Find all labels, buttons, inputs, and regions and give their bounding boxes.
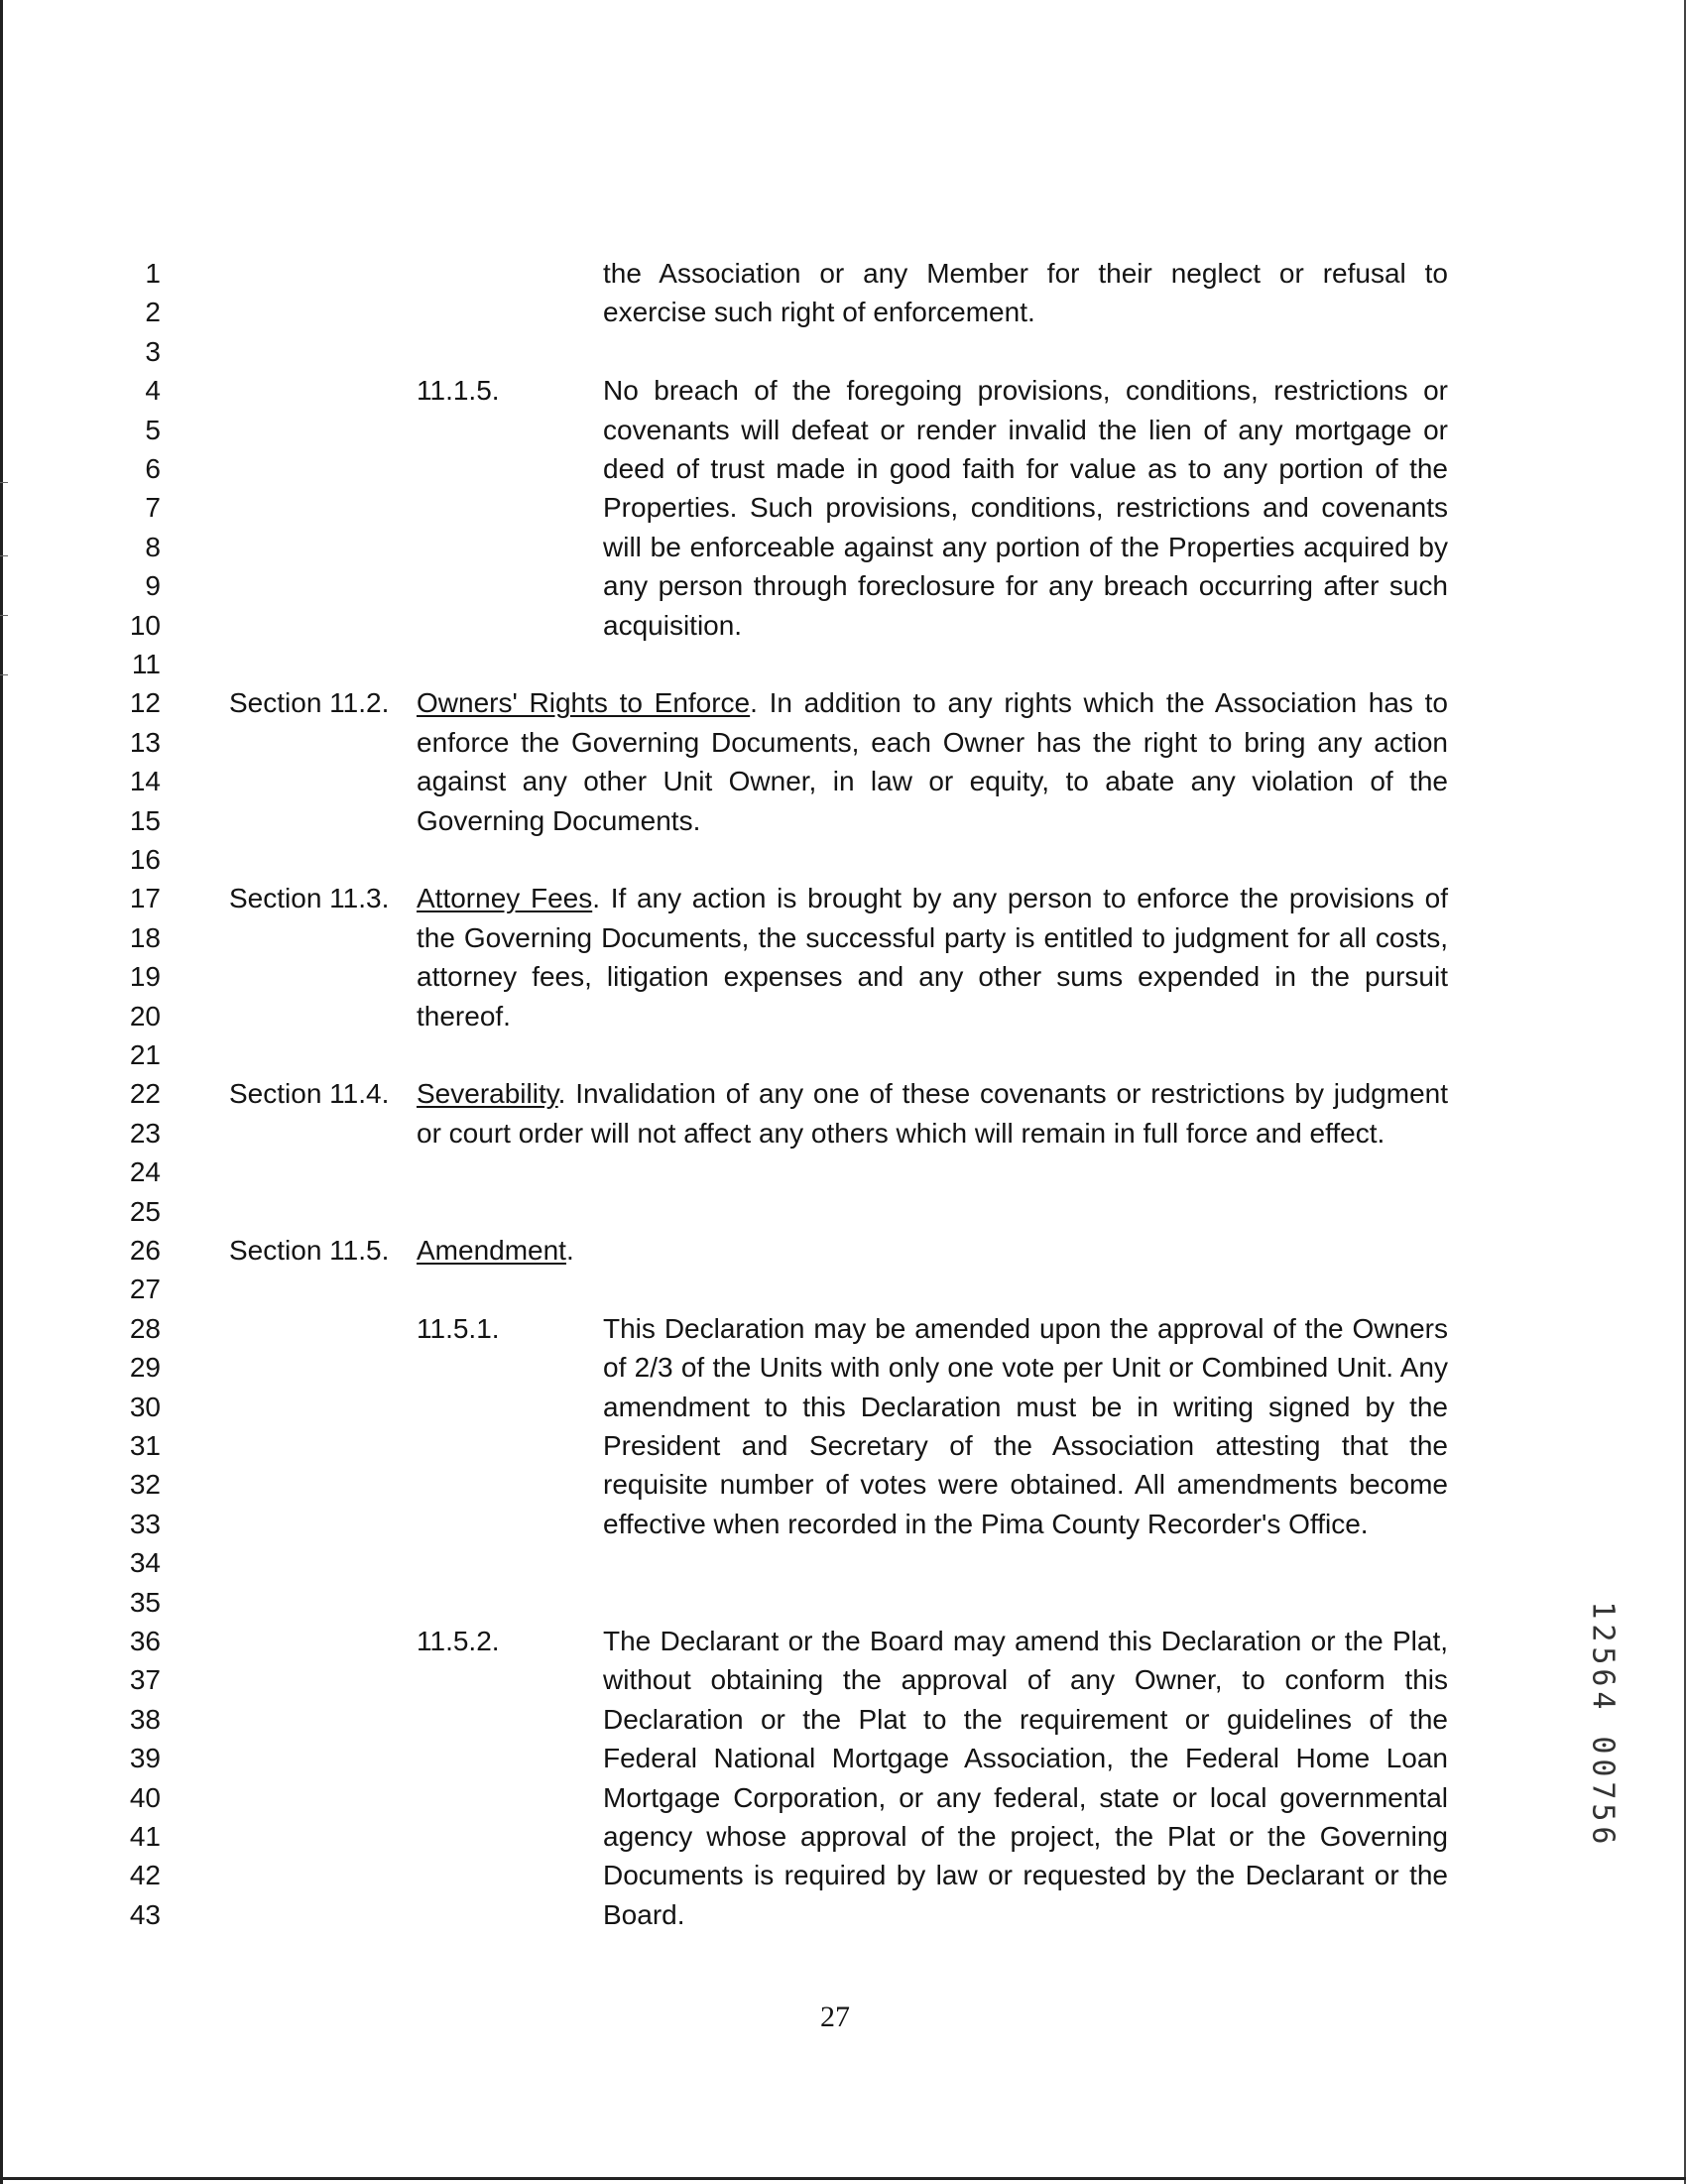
line-number: 26 <box>129 1235 161 1266</box>
line-number: 22 <box>129 1078 161 1110</box>
line-number: 14 <box>129 766 161 797</box>
line-number: 15 <box>129 804 161 836</box>
scan-mark <box>0 674 8 675</box>
line-number: 40 <box>129 1781 161 1813</box>
subsection-number: 11.1.5. <box>417 375 500 407</box>
line-number: 17 <box>129 883 161 914</box>
section-label: Section 11.3. <box>229 883 390 914</box>
stamp-digit: 0 <box>1585 1736 1621 1755</box>
scan-mark <box>0 482 8 483</box>
line-number: 8 <box>145 531 161 562</box>
line-number: 30 <box>129 1391 161 1422</box>
line-number: 33 <box>129 1508 161 1539</box>
section-heading: Owners' Rights to Enforce <box>417 687 751 719</box>
recording-stamp <box>1585 1599 1621 1847</box>
line-number: 24 <box>129 1156 161 1188</box>
line-number: 6 <box>145 453 161 484</box>
section-11-4-text <box>417 1074 1448 1153</box>
stamp-digit: 1 <box>1585 1601 1621 1620</box>
stamp-digit: 0 <box>1585 1759 1621 1777</box>
line-number: 42 <box>129 1860 161 1891</box>
subsection-11-5-1-text: This Declaration may be amended upon the approval of the Owners of 2/3 of the Units with only one vote per Unit or Combined Unit. Any amendment to this Declaration must be in writing signed by the President and Secretary of the Association attesting that the requisite number of votes were obtained. All amendments become effective when recorded in the Pima County Recorder's Office. <box>603 1312 1448 1539</box>
stamp-digit: 5 <box>1585 1645 1621 1665</box>
stamp-digit: 4 <box>1585 1691 1621 1710</box>
section-body: . <box>565 1235 574 1266</box>
line-number: 29 <box>129 1352 161 1384</box>
line-number: 12 <box>129 687 161 719</box>
line-number: 19 <box>129 961 161 993</box>
stamp-digit: 5 <box>1585 1803 1621 1822</box>
line-number: 1 <box>145 258 161 289</box>
section-11-2-text <box>417 683 1448 840</box>
line-number: 28 <box>129 1312 161 1344</box>
line-number: 31 <box>129 1430 161 1461</box>
stamp-page <box>1585 1734 1621 1847</box>
section-heading: Amendment <box>417 1235 566 1266</box>
stamp-digit: 6 <box>1585 1668 1621 1687</box>
line-number: 32 <box>129 1469 161 1501</box>
section-label: Section 11.2. <box>229 687 390 719</box>
line-number: 4 <box>145 375 161 407</box>
scan-mark <box>0 615 8 616</box>
line-number: 25 <box>129 1195 161 1227</box>
line-number: 3 <box>145 335 161 367</box>
line-number: 39 <box>129 1743 161 1774</box>
line-number: 9 <box>145 570 161 602</box>
line-number: 27 <box>129 1274 161 1305</box>
section-heading: Severability <box>417 1078 558 1110</box>
section-body: . In addition to any rights which the Association has to enforce the Governing Documents, each Owner has the right to bring any action against any other Unit Owner, in law or equity, to abate any violation of the Governing Documents. <box>417 687 1448 836</box>
line-number: 21 <box>129 1039 161 1070</box>
line-number: 13 <box>129 726 161 758</box>
line-number: 43 <box>129 1898 161 1930</box>
stamp-digit: 7 <box>1585 1780 1621 1800</box>
subsection-number: 11.5.2. <box>417 1626 500 1656</box>
section-label: Section 11.4. <box>229 1078 390 1110</box>
subsection-number: 11.5.1. <box>417 1312 500 1344</box>
line-number: 37 <box>129 1664 161 1696</box>
line-number: 7 <box>145 492 161 524</box>
section-11-3-text <box>417 879 1448 1035</box>
line-number: 38 <box>129 1703 161 1735</box>
line-number: 23 <box>129 1117 161 1149</box>
line-number: 18 <box>129 921 161 953</box>
stamp-digit: 6 <box>1585 1826 1621 1845</box>
line-number: 41 <box>129 1821 161 1852</box>
scan-mark <box>0 555 8 556</box>
scan-border-bottom <box>0 2177 1686 2180</box>
subsection-11-5-2-text: The Declarant or the Board may amend this Declaration or the Plat, without obtaining the approval of any Owner, to conform this Declaration or the Plat to the requirement or guidelines of the Federal National Mortgage Association, the Federal Home Loan Mortgage Corporation, or any federal, state or local governmental agency whose approval of the project, the Plat or the Governing Documents is required by law or requested by the Declarant or the Board. <box>603 1626 1448 1930</box>
scan-border-left <box>0 0 3 2184</box>
section-label: Section 11.5. <box>229 1235 390 1266</box>
line-number: 10 <box>129 609 161 641</box>
stamp-digit: 2 <box>1585 1624 1621 1642</box>
section-body: . Invalidation of any one of these covenants or restrictions by judgment or court order will not affect any others which will remain in full force and effect. <box>417 1078 1448 1149</box>
line-number: 36 <box>129 1626 161 1656</box>
line-number: 35 <box>129 1586 161 1618</box>
line-number: 2 <box>145 297 161 328</box>
subsection-11-1-5-text: No breach of the foregoing provisions, conditions, restrictions or covenants will defeat or render invalid the lien of any mortgage or deed of trust made in good faith for value as to any portion of the Properties. Such provisions, conditions, restrictions and covenants will be enforceable against any portion of the Properties acquired by any person through foreclosure for any breach occurring after such acquisition. <box>603 375 1448 641</box>
section-heading: Attorney Fees <box>417 883 593 914</box>
section-body: . If any action is brought by any person to enforce the provisions of the Governing Documents, the successful party is entitled to judgment for all costs, attorney fees, litigation expenses and any other sums expended in the pursuit thereof. <box>417 883 1448 1031</box>
line-number: 20 <box>129 1000 161 1031</box>
section-11-5-heading-line <box>417 1231 1448 1270</box>
line-number: 34 <box>129 1547 161 1579</box>
page-number: 27 <box>820 2001 850 2033</box>
continuation-paragraph: the Association or any Member for their neglect or refusal to exercise such right of enforcement. <box>603 258 1448 328</box>
line-number: 16 <box>129 844 161 875</box>
line-number: 5 <box>145 414 161 445</box>
line-number: 11 <box>131 649 161 679</box>
stamp-docket <box>1585 1599 1621 1712</box>
